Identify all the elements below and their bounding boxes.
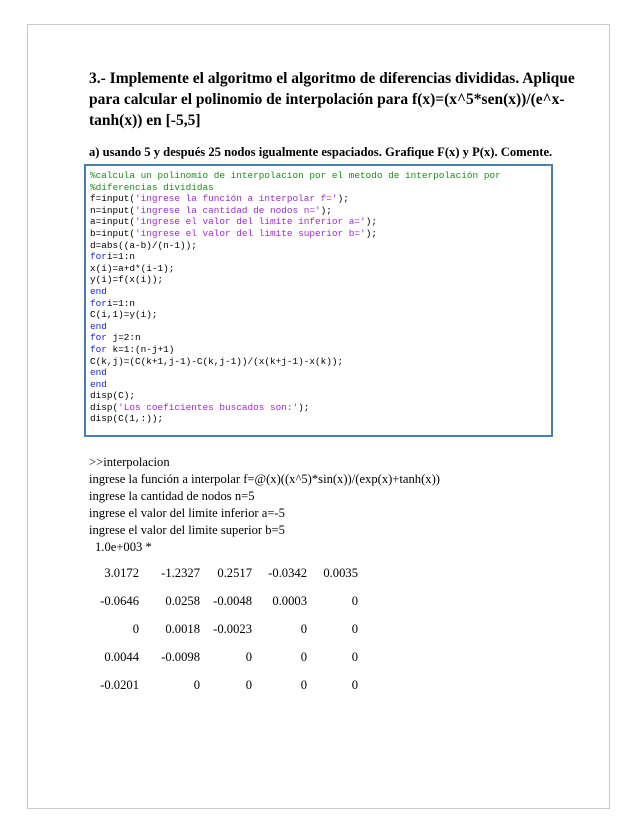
matrix-row xyxy=(89,594,449,611)
code-token-plain: i=1:n xyxy=(106,297,136,309)
code-line xyxy=(90,332,551,344)
code-token-keyword: end xyxy=(90,285,107,297)
code-token-plain: disp(C); xyxy=(90,390,136,402)
output-line: >>interpolacion xyxy=(89,455,170,469)
code-token-plain: C(i,1)=y(i); xyxy=(90,309,158,321)
matrix-cell: 0.2517 xyxy=(217,566,252,580)
code-line xyxy=(90,298,551,310)
code-line xyxy=(90,251,551,263)
output-line: ingrese el valor del limite inferior a=-5 xyxy=(89,506,285,520)
matrix-cell: 0 xyxy=(193,678,200,692)
code-listing xyxy=(84,164,553,437)
matrix-cell: 0 xyxy=(351,678,358,692)
code-token-keyword: for xyxy=(90,297,107,309)
code-token-keyword: for xyxy=(90,332,107,344)
code-token-plain: ); xyxy=(365,216,377,228)
code-token-plain: b=input( xyxy=(90,227,136,239)
matrix-cell: 0 xyxy=(300,650,307,664)
code-token-string: 'ingrese la función a interpolar f=' xyxy=(135,193,338,205)
output-line: ingrese la función a interpolar f=@(x)((x^5)*sin(x))/(exp(x)+tanh(x)) xyxy=(89,472,440,486)
code-line xyxy=(90,205,551,217)
output-line: ingrese la cantidad de nodos n=5 xyxy=(89,489,255,503)
code-line xyxy=(90,321,551,333)
code-token-keyword: end xyxy=(90,378,107,390)
matrix-cell: 0.0003 xyxy=(272,594,307,608)
code-token-string: 'Los coeficientes buscados son:' xyxy=(118,401,299,413)
code-token-comment: %calcula un polinomio de interpolacion por el metodo de interpolación por xyxy=(90,170,501,181)
code-line xyxy=(90,240,551,252)
matrix-cell: -0.0048 xyxy=(213,594,252,608)
matrix-cell: -0.0023 xyxy=(213,622,252,636)
code-line xyxy=(90,344,551,356)
code-token-string: 'ingrese el valor del limite inferior a=' xyxy=(135,216,366,228)
heading-line: para calcular el polinomio de interpolación para f(x)=(x^5*sen(x))/(e^x- xyxy=(89,91,565,108)
code-line xyxy=(90,274,551,286)
code-token-plain: j=2:n xyxy=(106,332,141,344)
heading-line: 3.- Implemente el algoritmo el algoritmo de diferencias divididas. Aplique xyxy=(89,70,575,87)
code-token-plain: y(i)=f(x(i)); xyxy=(90,274,164,286)
exercise-subheading: a) usando 5 y después 25 nodos igualmente espaciados. Grafique F(x) y P(x). Comente. xyxy=(89,145,553,159)
matrix-cell: -0.0098 xyxy=(161,650,200,664)
matrix-cell: -0.0201 xyxy=(100,678,139,692)
matrix-scale-factor: 1.0e+003 * xyxy=(95,540,152,554)
code-token-keyword: end xyxy=(90,367,107,379)
code-line xyxy=(90,182,551,194)
matrix-row xyxy=(89,678,449,695)
code-token-plain: C(k,j)=(C(k+1,j-1)-C(k,j-1))/(x(k+j-1)-x(k)); xyxy=(90,355,344,367)
code-token-plain: disp( xyxy=(90,401,119,413)
code-line xyxy=(90,216,551,228)
code-token-keyword: end xyxy=(90,320,107,332)
code-line xyxy=(90,309,551,321)
code-token-plain: i=1:n xyxy=(106,251,136,263)
matrix-cell: 0 xyxy=(245,678,252,692)
code-line xyxy=(90,356,551,368)
matrix-cell: 3.0172 xyxy=(104,566,139,580)
code-token-plain: d=abs((a-b)/(n-1)); xyxy=(90,239,197,251)
code-token-plain: f=input( xyxy=(90,193,136,205)
code-line xyxy=(90,170,551,182)
code-token-plain: a=input( xyxy=(90,216,136,228)
code-line xyxy=(90,286,551,298)
matrix-cell: -0.0646 xyxy=(100,594,139,608)
matrix-cell: 0 xyxy=(132,622,139,636)
code-token-comment: %diferencias divididas xyxy=(90,181,214,193)
code-token-plain: disp(C(1,:)); xyxy=(90,413,164,425)
code-line xyxy=(90,263,551,275)
exercise-heading xyxy=(89,68,575,131)
code-line xyxy=(90,367,551,379)
matrix-row xyxy=(89,650,449,667)
matrix-cell: 0 xyxy=(300,622,307,636)
matrix-cell: 0.0258 xyxy=(165,594,200,608)
code-token-plain: ); xyxy=(365,227,377,239)
code-line xyxy=(90,228,551,240)
code-line xyxy=(90,402,551,414)
matrix-cell: 0 xyxy=(245,650,252,664)
heading-line: tanh(x)) en [-5,5] xyxy=(89,112,201,129)
code-line xyxy=(90,390,551,402)
code-token-string: 'ingrese la cantidad de nodos n=' xyxy=(135,204,321,216)
matrix-cell: 0.0035 xyxy=(323,566,358,580)
code-token-plain: ); xyxy=(298,401,310,413)
code-token-keyword: for xyxy=(90,251,107,263)
matrix-cell: 0 xyxy=(351,650,358,664)
matrix-cell: -1.2327 xyxy=(161,566,200,580)
code-token-plain: ); xyxy=(320,204,332,216)
code-line xyxy=(90,193,551,205)
matrix-row xyxy=(89,566,449,583)
matrix-cell: 0 xyxy=(351,622,358,636)
matrix-cell: 0.0018 xyxy=(165,622,200,636)
matrix-cell: 0 xyxy=(300,678,307,692)
code-token-plain: k=1:(n-j+1) xyxy=(106,343,175,355)
matrix-row xyxy=(89,622,449,639)
code-token-plain: ); xyxy=(337,193,349,205)
code-token-plain: x(i)=a+d*(i-1); xyxy=(90,262,175,274)
code-token-plain: n=input( xyxy=(90,204,136,216)
code-token-string: 'ingrese el valor del limite superior b=' xyxy=(135,227,366,239)
code-line xyxy=(90,413,551,425)
output-line: ingrese el valor del limite superior b=5 xyxy=(89,523,285,537)
matrix-cell: 0 xyxy=(351,594,358,608)
matrix-cell: 0.0044 xyxy=(104,650,139,664)
matrix-cell: -0.0342 xyxy=(268,566,307,580)
console-output xyxy=(89,454,569,539)
code-line xyxy=(90,379,551,391)
code-token-keyword: for xyxy=(90,343,107,355)
